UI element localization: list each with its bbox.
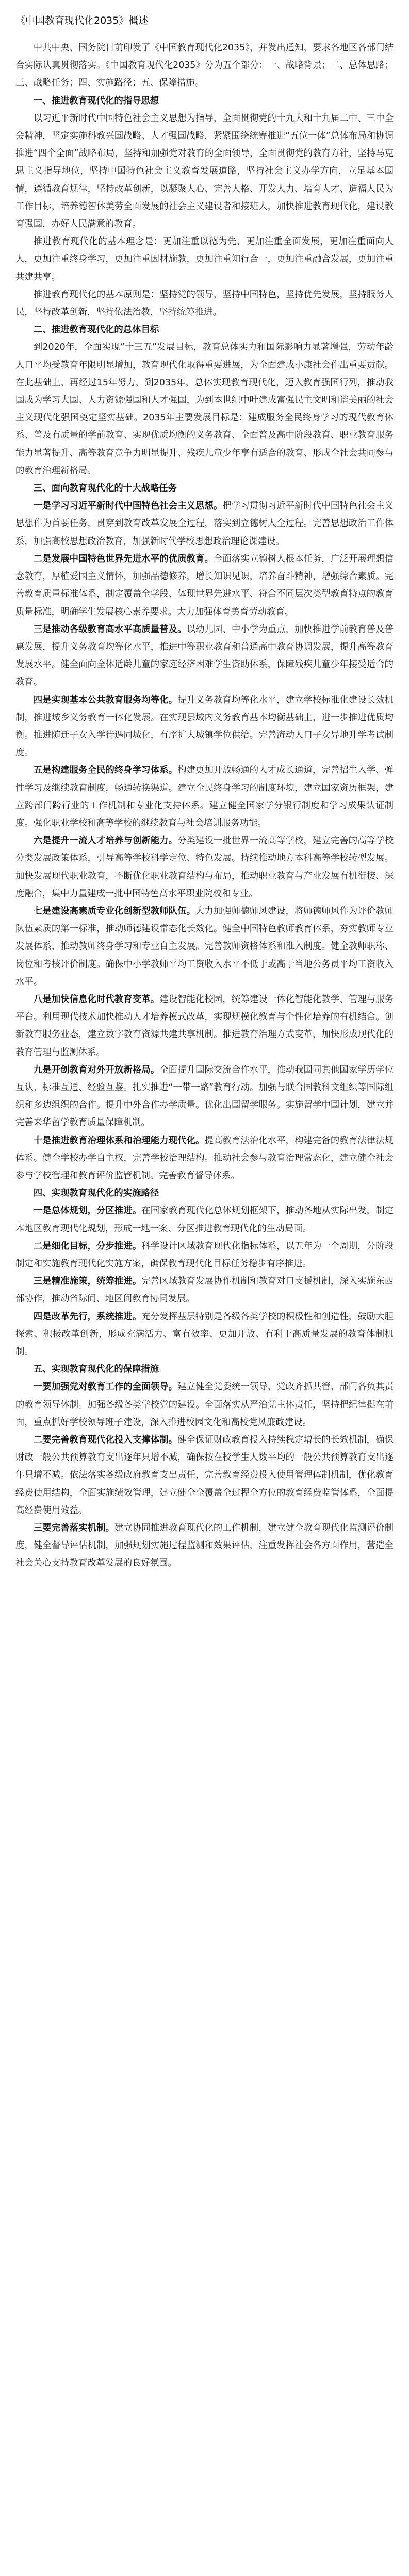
body-paragraph [15,1238,394,1273]
body-paragraph [15,550,394,621]
body-paragraph [15,1519,394,1572]
body-paragraph [15,903,394,991]
paragraph-text: 构建更加开放畅通的人才成长通道，完善招生入学、弹性学习及继续教育制度，畅通转换渠道。建立全民终身学习的制度环境，建立国家资历框架，建立跨部门跨行业的工作机制和专业化支持体系。建立健全国家学分银行制度和学习成果认证制度。强化职业学校和高等学校的继续教育与社会培训服务功能。 [15,765,394,828]
paragraph-text: 充分发挥基层特别是各级各类学校的积极性和创造性，鼓励大胆探索、积极改革创新，形成充满活力、富有效率、更加开放、有利于高质量发展的教育体制机制。 [15,1311,394,1358]
paragraph-lead: 二要完善教育现代化投入支撑体制。 [33,1435,178,1446]
paragraph-text: 分类建设一批世界一流高等学校，建立完善的高等学校分类发展政策体系，引导高等学校科学定位、特色发展。持续推动地方本科高等学校转型发展。加快发展现代职业教育，不断优化职业教育结构与布局，推动职业教育与产业发展有机衔接、深度融合，集中力量建成一批中国特色高水平职业院校和专业。 [15,836,394,899]
body-paragraph: 推进教育现代化的基本理念是：更加注重以德为先，更加注重全面发展，更加注重面向人人，更加注重终身学习，更加注重因材施教，更加注重知行合一，更加注重融合发展，更加注重共建共享。 [15,236,394,282]
paragraph-lead: 一要加强党对教育工作的全面领导。 [33,1382,178,1393]
body-paragraph [15,1061,394,1132]
paragraph-lead: 七是建设高素质专业化创新型教师队伍。 [33,906,196,917]
paragraph-text: 在国家教育现代化总体规划框架下，推动各地从实际出发，制定本地区教育现代化规划，形成一地一案、分区推进教育现代化的生动局面。 [15,1206,394,1234]
paragraph-lead: 三要完善落实机制。 [33,1523,114,1534]
paragraph-text: 以幼儿园、中小学为重点，加快推进学前教育普及普惠发展，提升义务教育均等化水平，推进中等职业教育和普通高中教育协调发展，提升高等教育发展水平。健全面向全体适龄儿童的家庭经济困难学生资助体系，保障残疾儿童少年接受适合的教育。 [15,624,394,688]
body-paragraph [15,991,394,1061]
paragraph-lead: 三是推动各级教育高水平高质量普及。 [33,624,187,635]
paragraph-text: 建立健全党委统一领导、党政齐抓共管、部门各负其责的教育领导体制。加强各级各类学校党的建设。全面落实从严治党主体责任，坚持把纪律挺在前面，重点抓好学校领导班子建设，深入推进校园文化和高校党风廉政建设。 [15,1382,394,1428]
paragraph-lead: 一是学习习近平新时代中国特色社会主义思想。 [33,501,223,512]
paragraph-lead: 六是提升一流人才培养与创新能力。 [33,836,178,846]
section-heading: 四、实现教育现代化的实施路径 [33,1188,159,1199]
body-paragraph [15,1202,394,1237]
body-paragraph [15,497,394,550]
paragraph-lead: 九是开创教育对外开放新格局。 [33,1064,160,1075]
paragraph-lead: 一是总体规划，分区推进。 [33,1206,142,1216]
body-paragraph [15,1308,394,1361]
paragraph-text: 完善区域教育发展协作机制和教育对口支援机制，深入实施东西部协作，推动省际间、地区间教育协同发展。 [15,1276,394,1304]
body-paragraph [15,1273,394,1308]
body-paragraph [15,691,394,762]
paragraph-text: 健全保证财政教育投入持续稳定增长的长效机制，确保财政一般公共预算教育支出逐年只增不减，确保按在校学生人数平均的一般公共预算教育支出逐年只增不减。依法落实各级政府教育支出责任，完善教育经费投入使用管理体制机制，优化教育经费使用结构，全面实施绩效管理，建立健全全覆盖全过程全方位的教育经费监管体系，全面提高经费使用效益。 [15,1435,394,1516]
article-body [15,39,394,1572]
section-heading: 五、实现教育现代化的保障措施 [33,1364,159,1375]
body-paragraph: 到2020年，全面实现“十三五”发展目标，教育总体实力和国际影响力显著增强，劳动年龄人口平均受教育年限明显增加，教育现代化取得重要进展，为全面建成小康社会作出重要贡献。在此基础上，再经过15年努力，到2035年，总体实现教育现代化，迈入教育强国行列，推动我国成为学习大国、人力资源强国和人才强国，为到本世纪中叶建成富强民主文明和谐美丽的社会主义现代化强国奠定坚实基础。2035年主要发展目标是：建成服务全民终身学习的现代教育体系、普及有质量的学前教育、实现优质均衡的义务教育、全面普及高中阶段教育、职业教育服务能力显著提升、高等教育竞争力明显提升、残疾儿童少年享有适合的教育、形成全社会共同参与的教育治理新格局。 [15,342,394,476]
document-title: 《中国教育现代化2035》概述 [15,15,149,26]
paragraph-lead: 二是细化目标，分步推进。 [33,1241,142,1251]
section-heading: 三、面向教育现代化的十大战略任务 [33,483,177,494]
paragraph-lead: 二是发展中国特色世界先进水平的优质教育。 [33,553,214,564]
paragraph-lead: 十是推进教育治理体系和治理能力现代化。 [33,1135,205,1146]
paragraph-lead: 五是构建服务全民的终身学习体系。 [33,765,178,776]
paragraph-lead: 三是精准施策，统筹推进。 [33,1276,142,1287]
paragraph-text: 全面落实立德树人根本任务，广泛开展理想信念教育，厚植爱国主义情怀，加强品德修养，增长知识见识，培养奋斗精神，增强综合素质。完善教育质量标准体系，制定覆盖全学段、体现世界先进水平、符合不同层次类型教育特点的教育质量标准，明确学生发展核心素养要求。大力加强体育美育劳动教育。 [15,553,394,617]
body-paragraph: 以习近平新时代中国特色社会主义思想为指导，全面贯彻党的十九大和十九届二中、三中全会精神，坚定实施科教兴国战略、人才强国战略，紧紧围绕统筹推进“五位一体”总体布局和协调推进“四个全面”战略布局，坚持和加强党对教育的全面领导，全面贯彻党的教育方针，坚持马克思主义指导地位，坚持中国特色社会主义教育发展道路，坚持社会主义办学方向，立足基本国情，遵循教育规律，坚持改革创新，以凝聚人心、完善人格、开发人力、培育人才、造福人民为工作目标，培养德智体美劳全面发展的社会主义建设者和接班人，加快推进教育现代化，建设教育强国，办好人民满意的教育。 [15,113,394,230]
body-paragraph [15,832,394,903]
paragraph-lead: 四是实现基本公共教育服务均等化。 [33,694,178,705]
body-paragraph [15,621,394,691]
paragraph-text: 把学习贯彻习近平新时代中国特色社会主义思想作为首要任务，贯穿到教育改革发展全过程，落实到立德树人全过程。完善思想政治工作体系，加强高校思想政治教育，加强新时代学校思想政治理论课建设。 [15,501,394,547]
paragraph-lead: 八是加快信息化时代教育变革。 [33,994,160,1005]
section-heading: 一、推进教育现代化的指导思想 [33,95,159,106]
paragraph-text: 建设智能化校园，统筹建设一体化智能化教学、管理与服务平台。利用现代技术加快推动人才培养模式改革，实现规模化教育与个性化培养的有机结合。创新教育服务业态，建立数字教育资源共建共享机制。推进教育治理方式变革，加快形成现代化的教育管理与监测体系。 [15,994,394,1058]
body-paragraph [15,1378,394,1431]
paragraph-text: 科学设计区域教育现代化指标体系，以五年为一个周期，分阶段制定和实施教育现代化实施方案，确保教育现代化目标任务稳步有序推进。 [15,1241,394,1269]
paragraph-text: 提升义务教育均等化水平，建立学校标准化建设长效机制，推进城乡义务教育一体化发展。在实现县域内义务教育基本均衡基础上，进一步推进优质均衡。推进随迁子女入学待遇同城化，有序扩大城镇学位供给。完善流动人口子女异地升学考试制度。 [15,694,394,758]
body-paragraph: 中共中央、国务院日前印发了《中国教育现代化2035》，并发出通知，要求各地区各部门结合实际认真贯彻落实。《中国教育现代化2035》分为五个部分：一、战略背景；二、总体思路；三、战略任务；四、实施路径；五、保障措施。 [15,43,394,89]
paragraph-text: 全面提升国际交流合作水平，推动我国同其他国家学历学位互认、标准互通、经验互鉴。扎实推进“一带一路”教育行动。加强与联合国教科文组织等国际组织和多边组织的合作。提升中外合作办学质量。优化出国留学服务。实施留学中国计划，建立并完善来华留学教育质量保障机制。 [15,1064,394,1128]
paragraph-text: 建立协同推进教育现代化的工作机制，建立健全教育现代化监测评价制度，健全督导评估机制，加强规划实施过程监测和效果评估，注重发挥社会各方面作用，营造全社会关心支持教育改革发展的良好氛围。 [15,1523,394,1569]
paragraph-text: 大力加强师德师风建设，将师德师风作为评价教师队伍素质的第一标准，推动师德建设常态化长效化。健全中国特色教师教育体系，夯实教师专业发展体系，推动教师终身学习和专业自主发展。完善教师资格体系和准入制度。健全教师职称、岗位和考核评价制度。确保中小学教师平均工资收入水平不低于或高于当地公务员平均工资收入水平。 [15,906,394,987]
paragraph-lead: 四是改革先行，系统推进。 [33,1311,142,1322]
body-paragraph [15,1132,394,1185]
section-heading: 二、推进教育现代化的总体目标 [33,325,159,335]
body-paragraph: 推进教育现代化的基本原则是：坚持党的领导，坚持中国特色，坚持优先发展，坚持服务人民，坚持改革创新，坚持依法治教，坚持统筹推进。 [15,289,394,318]
body-paragraph [15,761,394,832]
body-paragraph [15,1431,394,1519]
paragraph-text: 提高教育法治化水平，构建完备的教育法律法规体系。健全学校办学自主权，完善学校治理结构。推动社会参与教育治理常态化，建立健全社会参与学校管理和教育评价监管机制。完善教育督导体系。 [15,1135,394,1181]
